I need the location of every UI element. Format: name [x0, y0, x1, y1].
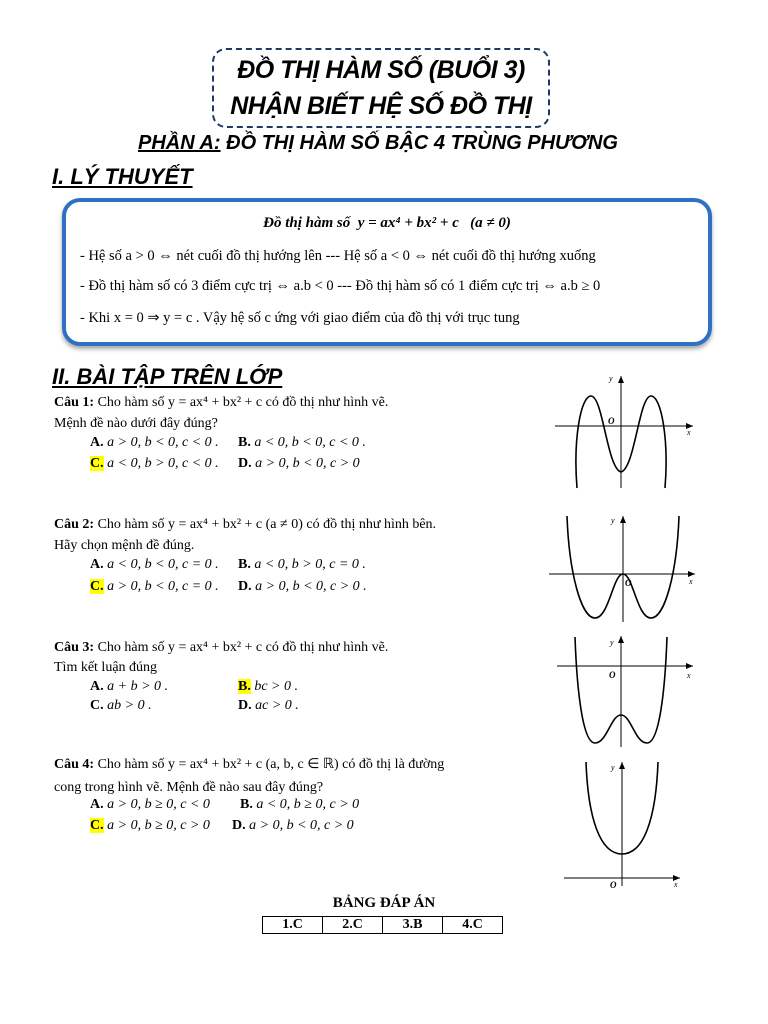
question-4-stem-text: Cho hàm số y = ax⁴ + bx² + c (a, b, c ∈ ℝ) có đồ thị là đường — [94, 757, 445, 772]
title-line-1: ĐỒ THỊ HÀM SỐ (BUỔI 3) — [237, 56, 525, 84]
graph-3-y-label: y — [610, 638, 614, 647]
graph-1-x-label: x — [687, 428, 691, 437]
question-1-option-c — [90, 456, 219, 472]
question-2-stem-text: Cho hàm số y = ax⁴ + bx² + c (a ≠ 0) có đồ thị như hình bên. — [94, 517, 437, 532]
option-b-label: B. — [240, 797, 253, 812]
question-3-stem-text: Cho hàm số y = ax⁴ + bx² + c có đồ thị như hình vẽ. — [94, 640, 389, 655]
graph-question-2 — [545, 512, 705, 627]
option-a-text: a > 0, b < 0, c < 0 . — [107, 435, 219, 450]
answer-cell-1: 1.C — [263, 917, 323, 934]
question-3-option-d — [238, 698, 299, 714]
question-3-label: Câu 3: — [54, 640, 95, 655]
option-c-text: a > 0, b < 0, c = 0 . — [107, 579, 219, 594]
question-1-stem — [54, 395, 388, 411]
option-a-label: A. — [90, 679, 104, 694]
graph-3-x-label: x — [687, 671, 691, 680]
graph-3-origin-label: O — [609, 670, 616, 680]
option-a-label: A. — [90, 557, 104, 572]
question-2-stem — [54, 517, 436, 533]
question-2-stem2: Hãy chọn mệnh đề đúng. — [54, 538, 195, 553]
question-4-option-a — [90, 797, 210, 813]
graph-4-origin-label: O — [610, 880, 617, 890]
question-2-option-d — [238, 579, 367, 595]
theory-condition: (a ≠ 0) — [470, 215, 511, 231]
theory-title-text: Đồ thị hàm số — [263, 215, 351, 231]
option-d-text: a > 0, b < 0, c > 0 . — [255, 579, 367, 594]
option-d-label: D. — [232, 818, 246, 833]
option-a-text: a > 0, b ≥ 0, c < 0 — [107, 797, 210, 812]
graph-2-x-label: x — [689, 577, 693, 586]
question-4-stem2: cong trong hình vẽ. Mệnh đề nào sau đây đúng? — [54, 780, 324, 795]
option-c-label: C. — [90, 698, 104, 713]
part-a-label: PHẦN A: — [138, 132, 221, 154]
graph-4-x-label: x — [674, 880, 678, 889]
option-c-text: a < 0, b > 0, c < 0 . — [107, 456, 219, 471]
question-1-stem-text: Cho hàm số y = ax⁴ + bx² + c có đồ thị như hình vẽ. — [94, 395, 389, 410]
option-c-label-highlighted: C. — [90, 579, 104, 594]
option-b-label-highlighted: B. — [238, 679, 251, 694]
part-a-text: ĐỒ THỊ HÀM SỐ BẬC 4 TRÙNG PHƯƠNG — [220, 132, 618, 154]
part-a-heading — [138, 132, 618, 155]
theory-line-1: - Hệ số a > 0 ⇔ nét cuối đồ thị hướng lên --- Hệ số a < 0 ⇔ nét cuối đồ thị hướng xuống — [80, 248, 596, 264]
section-theory-heading: I. LÝ THUYẾT — [52, 164, 193, 189]
question-2-option-b — [238, 557, 366, 573]
answer-cell-4: 4.C — [443, 917, 503, 934]
option-b-text: a < 0, b ≥ 0, c > 0 — [256, 797, 360, 812]
question-1-option-d — [238, 456, 360, 472]
question-1-label: Câu 1: — [54, 395, 95, 410]
option-b-label: B. — [238, 435, 251, 450]
theory-line-3: - Khi x = 0 ⇒ y = c . Vậy hệ số c ứng với giao điểm của đồ thị với trục tung — [80, 310, 520, 326]
question-4-option-d — [232, 818, 354, 834]
option-d-text: a > 0, b < 0, c > 0 — [249, 818, 354, 833]
question-2-option-c — [90, 579, 219, 595]
option-d-label: D. — [238, 456, 252, 471]
answer-table — [262, 916, 503, 934]
question-3-option-c — [90, 698, 152, 714]
question-1-option-a — [90, 435, 219, 451]
option-b-label: B. — [238, 557, 251, 572]
option-b-text: bc > 0 . — [254, 679, 299, 694]
option-c-text: a > 0, b ≥ 0, c > 0 — [107, 818, 210, 833]
option-c-text: ab > 0 . — [107, 698, 152, 713]
graph-question-1 — [545, 368, 705, 493]
question-1-option-b — [238, 435, 366, 451]
option-d-text: ac > 0 . — [255, 698, 299, 713]
option-a-text: a < 0, b < 0, c = 0 . — [107, 557, 219, 572]
graph-4-y-label: y — [611, 763, 615, 772]
option-c-label-highlighted: C. — [90, 818, 104, 833]
option-b-text: a < 0, b < 0, c < 0 . — [254, 435, 366, 450]
graph-1-origin-label: O — [608, 416, 615, 426]
graph-question-3 — [555, 633, 705, 751]
option-a-label: A. — [90, 797, 104, 812]
theory-line-2: - Đồ thị hàm số có 3 điểm cực trị ⇔ a.b < 0 --- Đồ thị hàm số có 1 điểm cực trị ⇔ a.b ≥ 0 — [80, 278, 601, 294]
theory-title — [62, 215, 712, 232]
answer-table-title: BẢNG ĐÁP ÁN — [332, 895, 436, 911]
question-3-stem2: Tìm kết luận đúng — [54, 660, 158, 675]
option-c-label-highlighted: C. — [90, 456, 104, 471]
question-4-stem — [54, 756, 444, 773]
question-3-stem — [54, 640, 388, 656]
question-3-option-a — [90, 679, 168, 695]
option-a-label: A. — [90, 435, 104, 450]
question-2-option-a — [90, 557, 219, 573]
option-d-label: D. — [238, 698, 252, 713]
theory-formula: y = ax⁴ + bx² + c — [357, 215, 459, 231]
question-1-stem2: Mệnh đề nào dưới đây đúng? — [54, 416, 218, 431]
option-b-text: a < 0, b > 0, c = 0 . — [254, 557, 366, 572]
question-2-label: Câu 2: — [54, 517, 95, 532]
option-a-text: a + b > 0 . — [107, 679, 169, 694]
answer-cell-3: 3.B — [383, 917, 443, 934]
question-4-label: Câu 4: — [54, 757, 95, 772]
section-exercise-heading: II. BÀI TẬP TRÊN LỚP — [52, 364, 283, 389]
graph-question-4 — [560, 758, 690, 890]
question-4-option-b — [240, 797, 359, 813]
graph-2-y-label: y — [611, 516, 615, 525]
answer-cell-2: 2.C — [323, 917, 383, 934]
graph-1-y-label: y — [609, 374, 613, 383]
title-line-2: NHẬN BIẾT HỆ SỐ ĐỒ THỊ — [230, 92, 532, 120]
graph-2-origin-label: O — [625, 578, 632, 588]
question-3-option-b — [238, 679, 298, 695]
option-d-text: a > 0, b < 0, c > 0 — [255, 456, 360, 471]
question-4-option-c — [90, 818, 210, 834]
option-d-label: D. — [238, 579, 252, 594]
